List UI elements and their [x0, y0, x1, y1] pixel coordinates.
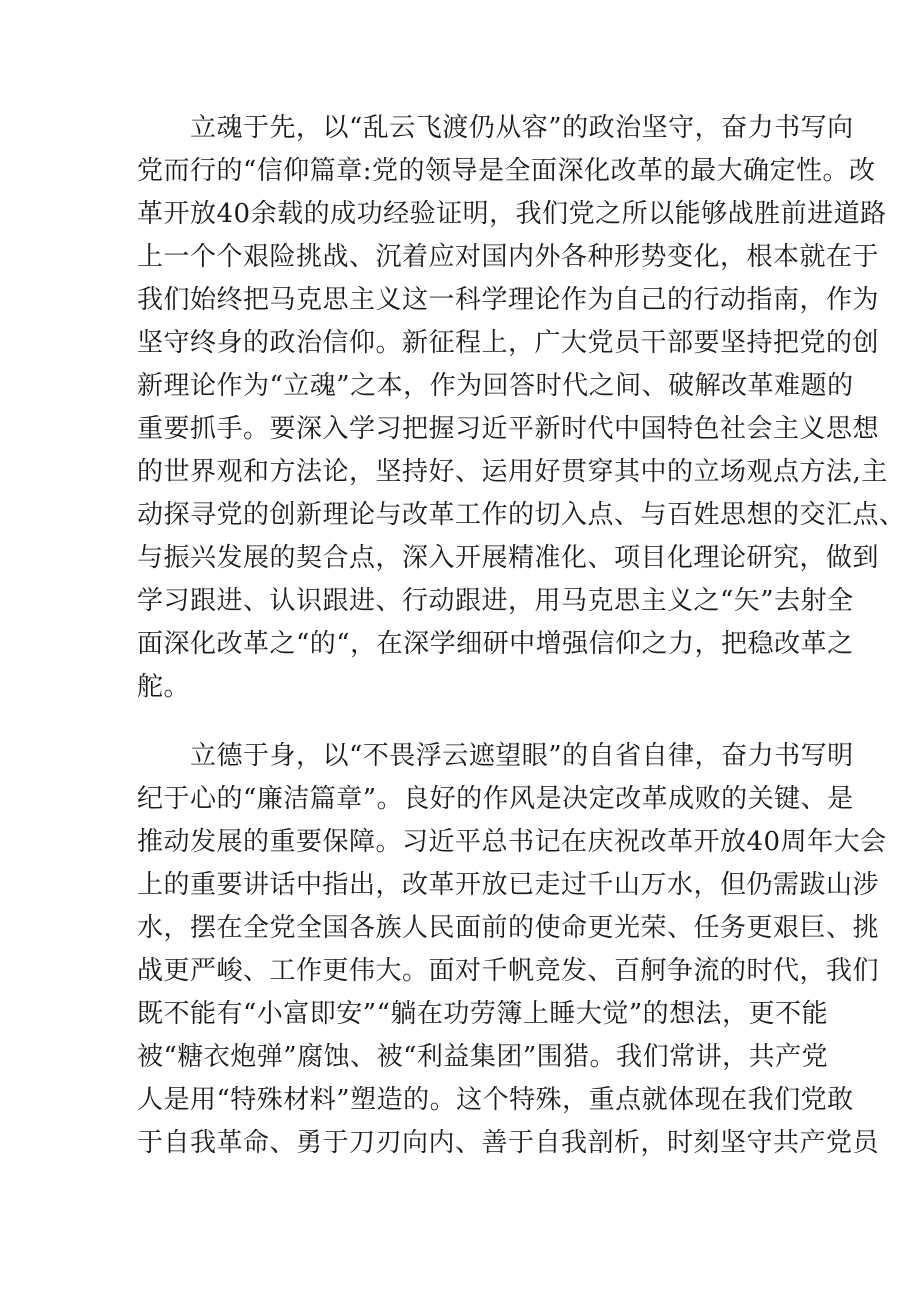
paragraph-1-line-2: 党而行的“信仰篇章:党的领导是全面深化改革的最大确定性。改	[137, 156, 876, 186]
paragraph-1-line-11: 与振兴发展的契合点，深入开展精准化、项目化理论研究，做到	[137, 543, 880, 573]
paragraph-1-line-13: 面深化改革之“的“，在深学细研中增强信仰之力，把稳改革之	[137, 629, 854, 659]
paragraph-1-line-7: 新理论作为“立魂”之本，作为回答时代之间、破解改革难题的	[137, 371, 854, 401]
paragraph-2-line-1: 立德于身，以“不畏浮云遮望眼”的自省自律，奋力书写明	[190, 741, 854, 771]
paragraph-1-line-6: 坚守终身的政治信仰。新征程上，广大党员干部要坚持把党的创	[137, 328, 880, 358]
paragraph-1-line-5: 我们始终把马克思主义这一科学理论作为自己的行动指南，作为	[137, 285, 880, 315]
paragraph-2-line-3: 推动发展的重要保障。习近平总书记在庆祝改革开放40周年大会	[137, 827, 887, 857]
paragraph-2-line-8: 被“糖衣炮弹”腐蚀、被“利益集团”围猎。我们常讲，共产党	[137, 1042, 829, 1072]
paragraph-2-line-4: 上的重要讲话中指出，改革开放已走过千山万水，但仍需跋山涉	[137, 870, 880, 900]
paragraph-2-line-6: 战更严峻、工作更伟大。面对千帆竞发、百舸争流的时代，我们	[137, 956, 880, 986]
paragraph-1-line-10: 动探寻党的创新理论与改革工作的切入点、与百姓思想的交汇点、	[137, 500, 906, 530]
paragraph-1-line-4: 上一个个艰险挑战、沉着应对国内外各种形势变化，根本就在于	[137, 242, 880, 272]
paragraph-2-line-5: 水，摆在全党全国各族人民面前的使命更光荣、任务更艰巨、挑	[137, 913, 880, 943]
paragraph-2-line-10: 于自我革命、勇于刀刃向内、善于自我剖析，时刻坚守共产党员	[137, 1128, 880, 1158]
paragraph-1-line-9: 的世界观和方法论，坚持好、运用好贯穿其中的立场观点方法,主	[137, 457, 888, 487]
paragraph-1-line-8: 重要抓手。要深入学习把握习近平新时代中国特色社会主义思想	[137, 414, 880, 444]
paragraph-1-line-1: 立魂于先，以“乱云飞渡仍从容”的政治坚守，奋力书写向	[190, 113, 854, 143]
paragraph-2-line-2: 纪于心的“廉洁篇章”。良好的作风是决定改革成败的关键、是	[137, 784, 854, 814]
paragraph-1-line-12: 学习跟进、认识跟进、行动跟进，用马克思主义之“矢”去射全	[137, 586, 854, 616]
paragraph-2-line-7: 既不能有“小富即安”“躺在功劳簿上睡大觉”的想法，更不能	[137, 999, 829, 1029]
paragraph-2-line-9: 人是用“特殊材料”塑造的。这个特殊，重点就体现在我们党敢	[137, 1085, 854, 1115]
paragraph-1-line-14: 舵。	[137, 672, 191, 702]
paragraph-1-line-3: 革开放40余载的成功经验证明，我们党之所以能够战胜前进道路	[137, 199, 887, 229]
